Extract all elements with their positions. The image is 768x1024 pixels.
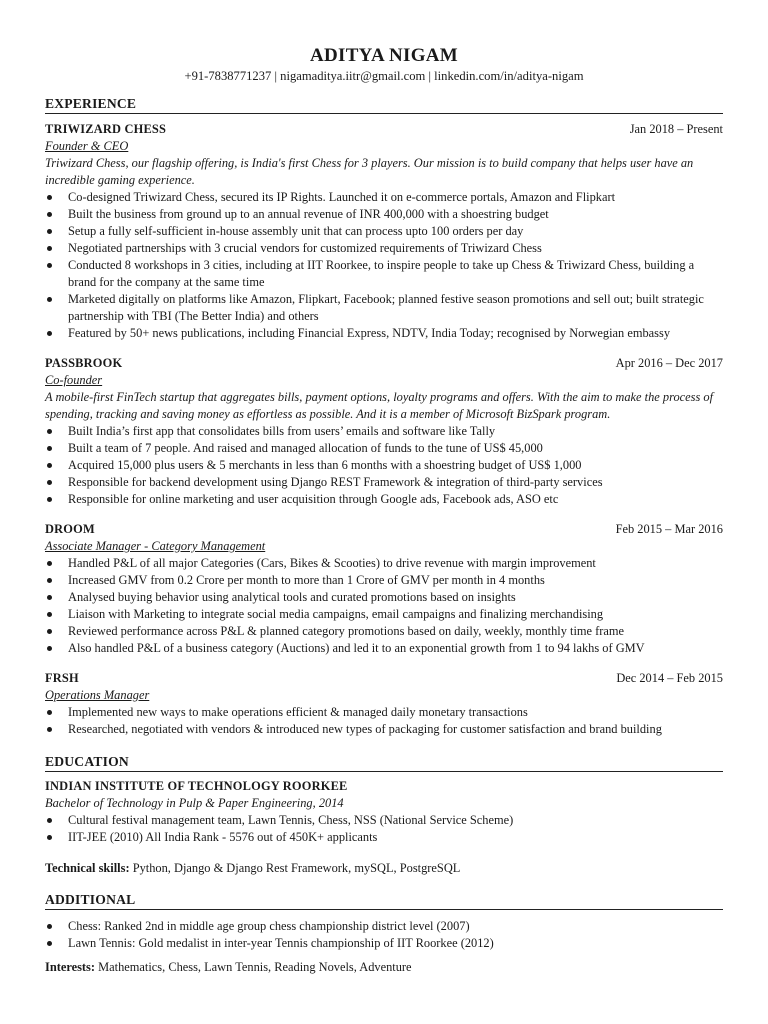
job-entry (45, 121, 723, 342)
bullet-item (45, 721, 723, 738)
job-entry (45, 670, 723, 738)
bullet-item (45, 474, 723, 491)
contact-line: +91-7838771237 | nigamaditya.iitr@gmail.com | linkedin.com/in/aditya-nigam (184, 69, 584, 83)
bullet-text: Cultural festival management team, Lawn Tennis, Chess, NSS (National Service Scheme) (68, 813, 514, 827)
job-role: Associate Manager - Category Management (45, 539, 266, 553)
bullet-item (45, 555, 723, 572)
job-bullets (45, 189, 723, 342)
job-dates: Apr 2016 – Dec 2017 (615, 356, 723, 370)
bullet-text: Responsible for backend development using Django REST Framework & integration of third-party services (68, 475, 603, 489)
bullet-item (45, 491, 723, 508)
bullet-text: Built India’s first app that consolidates bills from users’ emails and software like Tally (68, 424, 496, 438)
skills-value: Python, Django & Django Rest Framework, mySQL, PostgreSQL (132, 861, 461, 875)
bullet-text: Marketed digitally on platforms like Amazon, Flipkart, Facebook; planned festive season promotions and sell out; built strategic partnership with TBI (The Better India) and others (68, 292, 704, 323)
bullet-text: Also handled P&L of a business category (Auctions) and led it to an exponential growth from 1 to 94 lakhs of GMV (68, 641, 645, 655)
bullet-text: Researched, negotiated with vendors & introduced new types of packaging for customer satisfaction and brand building (68, 722, 662, 736)
bullet-icon (47, 331, 52, 336)
job-dates: Jan 2018 – Present (629, 122, 723, 136)
bullet-icon (47, 212, 52, 217)
interests-value: Mathematics, Chess, Lawn Tennis, Reading Novels, Adventure (98, 960, 412, 974)
bullet-text: Built the business from ground up to an annual revenue of INR 400,000 with a shoestring budget (68, 207, 549, 221)
bullet-icon (47, 263, 52, 268)
bullet-item (45, 423, 723, 440)
job-role: Co-founder (45, 373, 103, 387)
bullet-text: Increased GMV from 0.2 Crore per month to more than 1 Crore of GMV per month in 4 months (68, 573, 545, 587)
bullet-item (45, 223, 723, 240)
bullet-icon (47, 195, 52, 200)
degree: Bachelor of Technology in Pulp & Paper Engineering, 2014 (45, 796, 344, 810)
bullet-icon (47, 835, 52, 840)
bullet-icon (47, 924, 52, 929)
bullet-icon (47, 818, 52, 823)
additional-bullets (45, 918, 723, 952)
bullet-icon (47, 941, 52, 946)
job-entry (45, 521, 723, 657)
bullet-text: Conducted 8 workshops in 3 cities, including at IIT Roorkee, to inspire people to take up Chess & Triwizard Chess, building a brand for the company at the same time (68, 258, 695, 289)
candidate-name: ADITYA NIGAM (309, 45, 459, 66)
bullet-text: Built a team of 7 people. And raised and managed allocation of funds to the tune of US$ 45,000 (68, 441, 543, 455)
bullet-icon (47, 463, 52, 468)
education-entry (45, 778, 723, 846)
bullet-item (45, 935, 723, 952)
company-name: FRSH (45, 671, 79, 685)
bullet-item (45, 623, 723, 640)
job-entry (45, 355, 723, 508)
school-name: INDIAN INSTITUTE OF TECHNOLOGY ROORKEE (45, 779, 348, 793)
job-dates: Feb 2015 – Mar 2016 (615, 522, 723, 536)
bullet-item (45, 704, 723, 721)
bullet-text: Responsible for online marketing and user acquisition through Google ads, Facebook ads, ASO etc (68, 492, 559, 506)
bullet-icon (47, 561, 52, 566)
job-bullets (45, 704, 723, 738)
bullet-item (45, 189, 723, 206)
bullet-item (45, 640, 723, 657)
job-bullets (45, 555, 723, 657)
resume-page (45, 44, 723, 976)
bullet-icon (47, 229, 52, 234)
bullet-item (45, 589, 723, 606)
bullet-item (45, 206, 723, 223)
bullet-item (45, 812, 723, 829)
bullet-icon (47, 497, 52, 502)
company-name: DROOM (45, 522, 95, 536)
education-bullets (45, 812, 723, 846)
bullet-text: Handled P&L of all major Categories (Cars, Bikes & Scooties) to drive revenue with margin improvement (68, 556, 596, 570)
job-role: Founder & CEO (45, 139, 129, 153)
bullet-text: Chess: Ranked 2nd in middle age group chess championship district level (2007) (68, 919, 470, 933)
bullet-icon (47, 710, 52, 715)
section-title-experience: EXPERIENCE (45, 95, 723, 114)
bullet-text: Analysed buying behavior using analytical tools and curated promotions based on insights (68, 590, 516, 604)
job-bullets (45, 423, 723, 508)
bullet-item (45, 829, 723, 846)
job-role: Operations Manager (45, 688, 150, 702)
interests-label: Interests: (45, 960, 96, 974)
bullet-item (45, 572, 723, 589)
section-title-education: EDUCATION (45, 753, 723, 772)
bullet-item (45, 918, 723, 935)
bullet-icon (47, 595, 52, 600)
bullet-icon (47, 429, 52, 434)
bullet-icon (47, 727, 52, 732)
bullet-icon (47, 246, 52, 251)
bullet-icon (47, 578, 52, 583)
bullet-text: Co-designed Triwizard Chess, secured its IP Rights. Launched it on e-commerce portals, Amazon and Flipkart (68, 190, 616, 204)
job-description: Triwizard Chess, our flagship offering, is India's first Chess for 3 players. Our mission is to build company that helps user have an incredible gaming experience. (45, 156, 694, 187)
bullet-item (45, 240, 723, 257)
job-dates: Dec 2014 – Feb 2015 (616, 671, 723, 685)
bullet-text: IIT-JEE (2010) All India Rank - 5576 out of 450K+ applicants (68, 830, 378, 844)
bullet-text: Negotiated partnerships with 3 crucial vendors for customized requirements of Triwizard Chess (68, 241, 542, 255)
company-name: TRIWIZARD CHESS (45, 122, 167, 136)
bullet-item (45, 325, 723, 342)
interests (45, 959, 723, 976)
bullet-text: Featured by 50+ news publications, including Financial Express, NDTV, India Today; recognised by Norwegian embassy (68, 326, 671, 340)
bullet-icon (47, 446, 52, 451)
company-name: PASSBROOK (45, 356, 123, 370)
bullet-text: Acquired 15,000 plus users & 5 merchants in less than 6 months with a shoestring budget of US$ 1,000 (68, 458, 582, 472)
bullet-item (45, 440, 723, 457)
bullet-text: Setup a fully self-sufficient in-house assembly unit that can process upto 100 orders per day (68, 224, 524, 238)
bullet-item (45, 606, 723, 623)
section-title-additional: ADDITIONAL (45, 891, 723, 910)
bullet-icon (47, 480, 52, 485)
bullet-item (45, 457, 723, 474)
job-description: A mobile-first FinTech startup that aggregates bills, payment options, loyalty programs and offers. With the aim to make the process of spending, tracking and saving money as effortless as possible. And it is a member of Microsoft BizSpark program. (45, 390, 714, 421)
bullet-text: Liaison with Marketing to integrate social media campaigns, email campaigns and finalizing merchandising (68, 607, 604, 621)
bullet-icon (47, 297, 52, 302)
bullet-text: Lawn Tennis: Gold medalist in inter-year Tennis championship of IIT Roorkee (2012) (68, 936, 494, 950)
bullet-icon (47, 646, 52, 651)
bullet-text: Implemented new ways to make operations efficient & managed daily monetary transactions (68, 705, 528, 719)
bullet-icon (47, 629, 52, 634)
bullet-icon (47, 612, 52, 617)
skills-label: Technical skills: (45, 861, 130, 875)
bullet-item (45, 291, 723, 325)
technical-skills (45, 860, 723, 877)
bullet-item (45, 257, 723, 291)
bullet-text: Reviewed performance across P&L & planned category promotions based on daily, weekly, monthly time frame (68, 624, 625, 638)
